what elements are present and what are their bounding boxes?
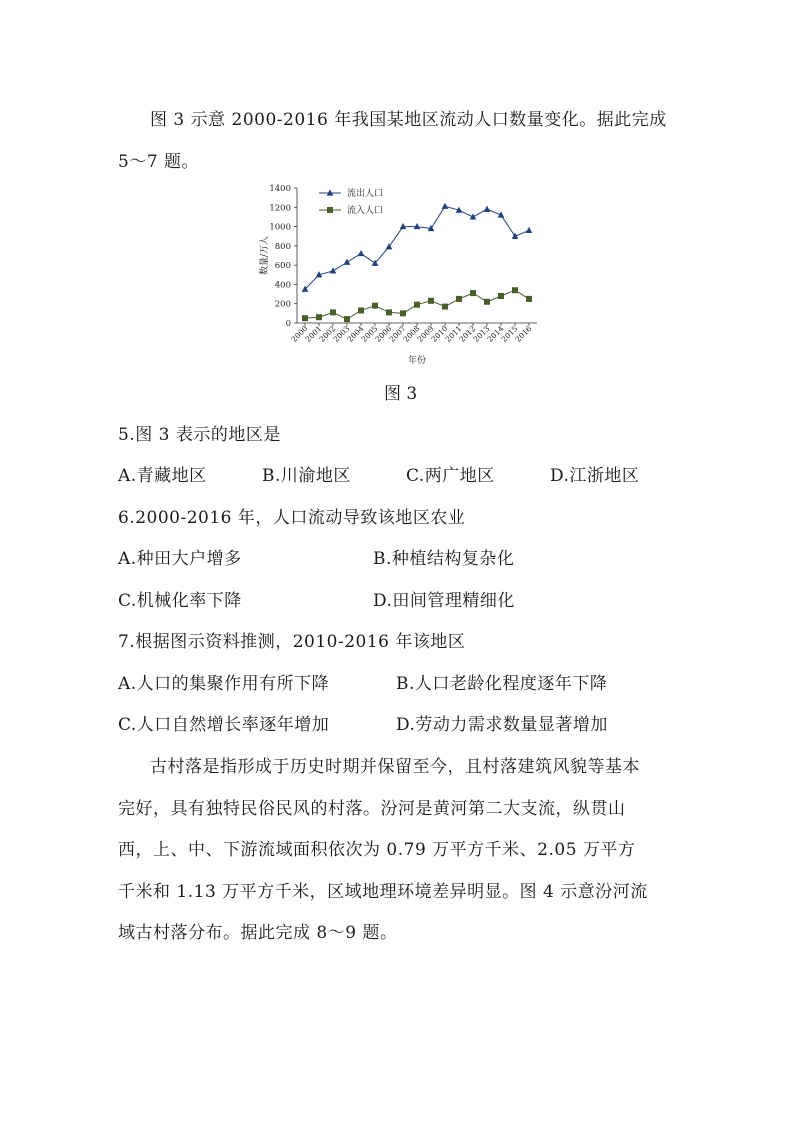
population-flow-chart bbox=[255, 180, 545, 370]
passage-line-2: 完好，具有独特民俗民风的村落。汾河是黄河第二大支流，纵贯山 bbox=[118, 799, 626, 819]
data-point-1-9 bbox=[428, 298, 434, 304]
x-tick-label: 2016 bbox=[513, 324, 534, 344]
x-tick-label: 2011 bbox=[443, 324, 464, 344]
q7-stem: 7.根据图示资料推测，2010-2016 年该地区 bbox=[118, 632, 466, 652]
data-point-1-8 bbox=[414, 302, 420, 308]
q7-option-a[interactable]: A.人口的集聚作用有所下降 bbox=[118, 674, 330, 694]
data-point-0-10 bbox=[442, 203, 449, 209]
q7-option-d[interactable]: D.劳动力需求数量显著增加 bbox=[396, 715, 608, 735]
intro-line-2: 5～7 题。 bbox=[118, 152, 200, 172]
data-point-0-13 bbox=[484, 206, 491, 212]
q5-stem: 5.图 3 表示的地区是 bbox=[118, 425, 281, 445]
data-point-1-11 bbox=[456, 296, 462, 302]
data-point-0-16 bbox=[526, 227, 533, 233]
y-tick-label: 400 bbox=[274, 280, 291, 291]
data-point-0-2 bbox=[330, 267, 337, 273]
figure-caption: 图 3 bbox=[384, 384, 418, 404]
data-point-0-12 bbox=[470, 213, 477, 219]
y-tick-label: 1000 bbox=[269, 222, 291, 233]
data-point-0-3 bbox=[344, 259, 351, 265]
y-tick-label: 600 bbox=[274, 261, 291, 272]
x-tick-label: 2004 bbox=[345, 324, 366, 344]
y-tick-label: 200 bbox=[274, 299, 291, 310]
y-tick-label: 800 bbox=[274, 241, 291, 252]
q6-option-c[interactable]: C.机械化率下降 bbox=[118, 591, 242, 611]
series-line-0 bbox=[305, 206, 529, 289]
y-tick-label: 1400 bbox=[269, 184, 291, 194]
passage-line-1: 古村落是指形成于历史时期并保留至今，且村落建筑风貌等基本 bbox=[150, 757, 640, 777]
data-point-1-4 bbox=[358, 307, 364, 313]
data-point-1-6 bbox=[386, 309, 392, 315]
q7-option-c[interactable]: C.人口自然增长率逐年增加 bbox=[118, 715, 330, 735]
q5-option-d[interactable]: D.江浙地区 bbox=[550, 466, 640, 486]
data-point-1-13 bbox=[484, 299, 490, 305]
x-tick-label: 2003 bbox=[331, 324, 352, 344]
data-point-1-3 bbox=[344, 316, 350, 322]
x-tick-label: 2002 bbox=[317, 324, 338, 344]
q6-option-d[interactable]: D.田间管理精细化 bbox=[373, 591, 515, 611]
x-tick-label: 2015 bbox=[499, 324, 520, 344]
q6-stem: 6.2000-2016 年，人口流动导致该地区农业 bbox=[118, 508, 466, 528]
x-tick-label: 2005 bbox=[359, 324, 380, 344]
x-tick-label: 2008 bbox=[401, 324, 422, 344]
x-tick-label: 2012 bbox=[457, 324, 478, 344]
x-tick-label: 2013 bbox=[471, 324, 492, 344]
legend-marker-1 bbox=[327, 207, 333, 213]
data-point-1-5 bbox=[372, 303, 378, 309]
data-point-1-16 bbox=[526, 296, 532, 302]
x-tick-label: 2001 bbox=[303, 324, 324, 344]
intro-line-1: 图 3 示意 2000-2016 年我国某地区流动人口数量变化。据此完成 bbox=[150, 110, 667, 130]
data-point-1-1 bbox=[316, 314, 322, 320]
y-axis-label: 数量/万人 bbox=[260, 235, 270, 276]
data-point-1-10 bbox=[442, 304, 448, 310]
x-tick-label: 2007 bbox=[387, 324, 408, 344]
data-point-1-15 bbox=[512, 287, 518, 293]
x-tick-label: 2009 bbox=[415, 324, 436, 344]
q5-option-c[interactable]: C.两广地区 bbox=[406, 466, 495, 486]
legend-label-0: 流出人口 bbox=[347, 189, 384, 199]
passage-line-5: 域古村落分布。据此完成 8～9 题。 bbox=[118, 923, 398, 943]
q6-option-b[interactable]: B.种植结构复杂化 bbox=[373, 549, 515, 569]
x-tick-label: 2000 bbox=[289, 324, 310, 344]
passage-line-3: 西，上、中、下游流域面积依次为 0.79 万平方千米、2.05 万平方 bbox=[118, 840, 636, 860]
q5-option-b[interactable]: B.川渝地区 bbox=[262, 466, 351, 486]
q7-option-b[interactable]: B.人口老龄化程度逐年下降 bbox=[396, 674, 608, 694]
data-point-1-2 bbox=[330, 309, 336, 315]
x-axis-label: 年份 bbox=[407, 356, 427, 366]
q5-option-a[interactable]: A.青藏地区 bbox=[118, 466, 207, 486]
data-point-1-14 bbox=[498, 293, 504, 299]
legend-label-1: 流入人口 bbox=[347, 206, 384, 216]
passage-line-4: 千米和 1.13 万平方千米，区域地理环境差异明显。图 4 示意汾河流 bbox=[118, 882, 648, 902]
q6-option-a[interactable]: A.种田大户增多 bbox=[118, 549, 242, 569]
data-point-0-4 bbox=[358, 250, 365, 256]
x-tick-label: 2010 bbox=[429, 324, 450, 344]
data-point-1-12 bbox=[470, 290, 476, 296]
y-tick-label: 1200 bbox=[269, 203, 291, 214]
data-point-1-7 bbox=[400, 310, 406, 316]
x-tick-label: 2014 bbox=[485, 324, 506, 344]
y-tick-label: 0 bbox=[285, 319, 291, 329]
data-point-1-0 bbox=[302, 315, 308, 321]
x-tick-label: 2006 bbox=[373, 324, 394, 344]
